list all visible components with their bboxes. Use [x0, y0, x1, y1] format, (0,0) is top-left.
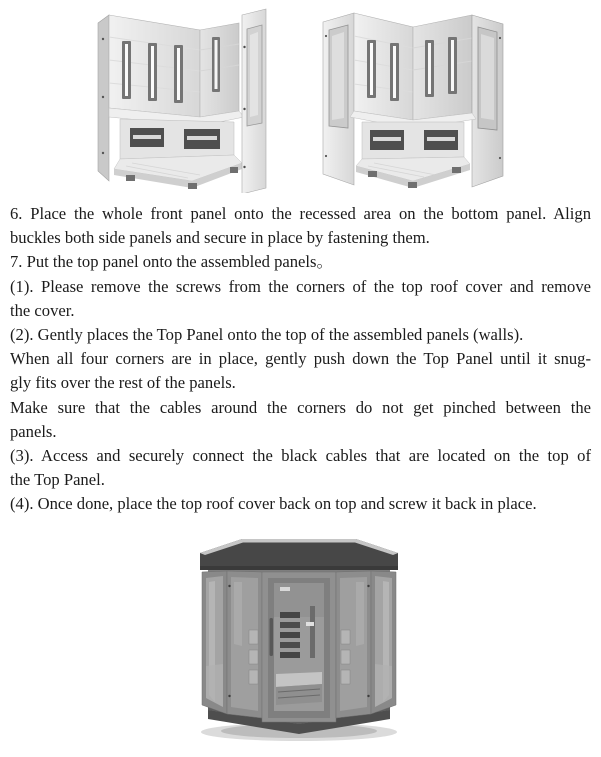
sauna-assembly-illustration-right — [318, 6, 508, 192]
sauna-assembly-illustration-left — [92, 5, 274, 193]
instruction-line-12: the Top Panel. — [10, 470, 105, 490]
far-left-glass-panel — [202, 571, 227, 714]
right-tall-panel — [242, 9, 266, 193]
instructions-text — [10, 202, 591, 516]
right-corner-glass-panel — [336, 571, 371, 718]
assembled-sauna-illustration — [194, 526, 404, 744]
instruction-line-13: (4). Once done, place the top roof cover back on top and screw it back in place. — [10, 494, 537, 514]
sauna-assembly-photo-left — [92, 5, 274, 193]
instruction-line-9: Make sure that the cables around the corners do not get pinched between the — [10, 397, 591, 417]
instruction-line-7: When all four corners are in place, gently push down the Top Panel until it snug- — [10, 349, 591, 369]
sauna-assembly-photo-right — [318, 6, 508, 192]
instruction-line-10: panels. — [10, 421, 57, 441]
bench — [109, 108, 244, 159]
right-side-panel — [472, 15, 503, 187]
left-side-panel — [323, 13, 354, 185]
instruction-line-1: 6. Place the whole front panel onto the recessed area on the bottom panel. Align — [10, 204, 591, 223]
back-right-wall — [200, 23, 239, 117]
far-right-glass-panel — [371, 571, 396, 714]
door-handle — [270, 618, 274, 656]
back-left-wall — [354, 13, 413, 120]
instruction-line-11: (3). Access and securely connect the black cables that are located on the top of — [10, 445, 591, 465]
roof — [200, 539, 398, 570]
instruction-line-3: 7. Put the top panel onto the assembled panels。 — [10, 252, 334, 272]
assembled-sauna-photo — [194, 526, 404, 744]
back-right-wall — [413, 15, 472, 120]
glass-door-section — [262, 572, 336, 722]
instruction-line-6: (2). Gently places the Top Panel onto the top of the assembled panels (walls). — [10, 324, 524, 344]
instruction-line-8: gly fits over the rest of the panels. — [10, 373, 236, 393]
interior-bench — [276, 672, 322, 705]
instruction-line-2: buckles both side panels and secure in place by fastening them. — [10, 228, 430, 248]
floor-platform — [356, 157, 470, 188]
floor-platform — [114, 155, 242, 189]
left-edge-panel — [98, 15, 109, 181]
left-corner-glass-panel — [227, 571, 262, 718]
instruction-line-4: (1). Please remove the screws from the corners of the top roof cover and remove — [10, 276, 591, 296]
instruction-line-5: the cover. — [10, 300, 75, 320]
